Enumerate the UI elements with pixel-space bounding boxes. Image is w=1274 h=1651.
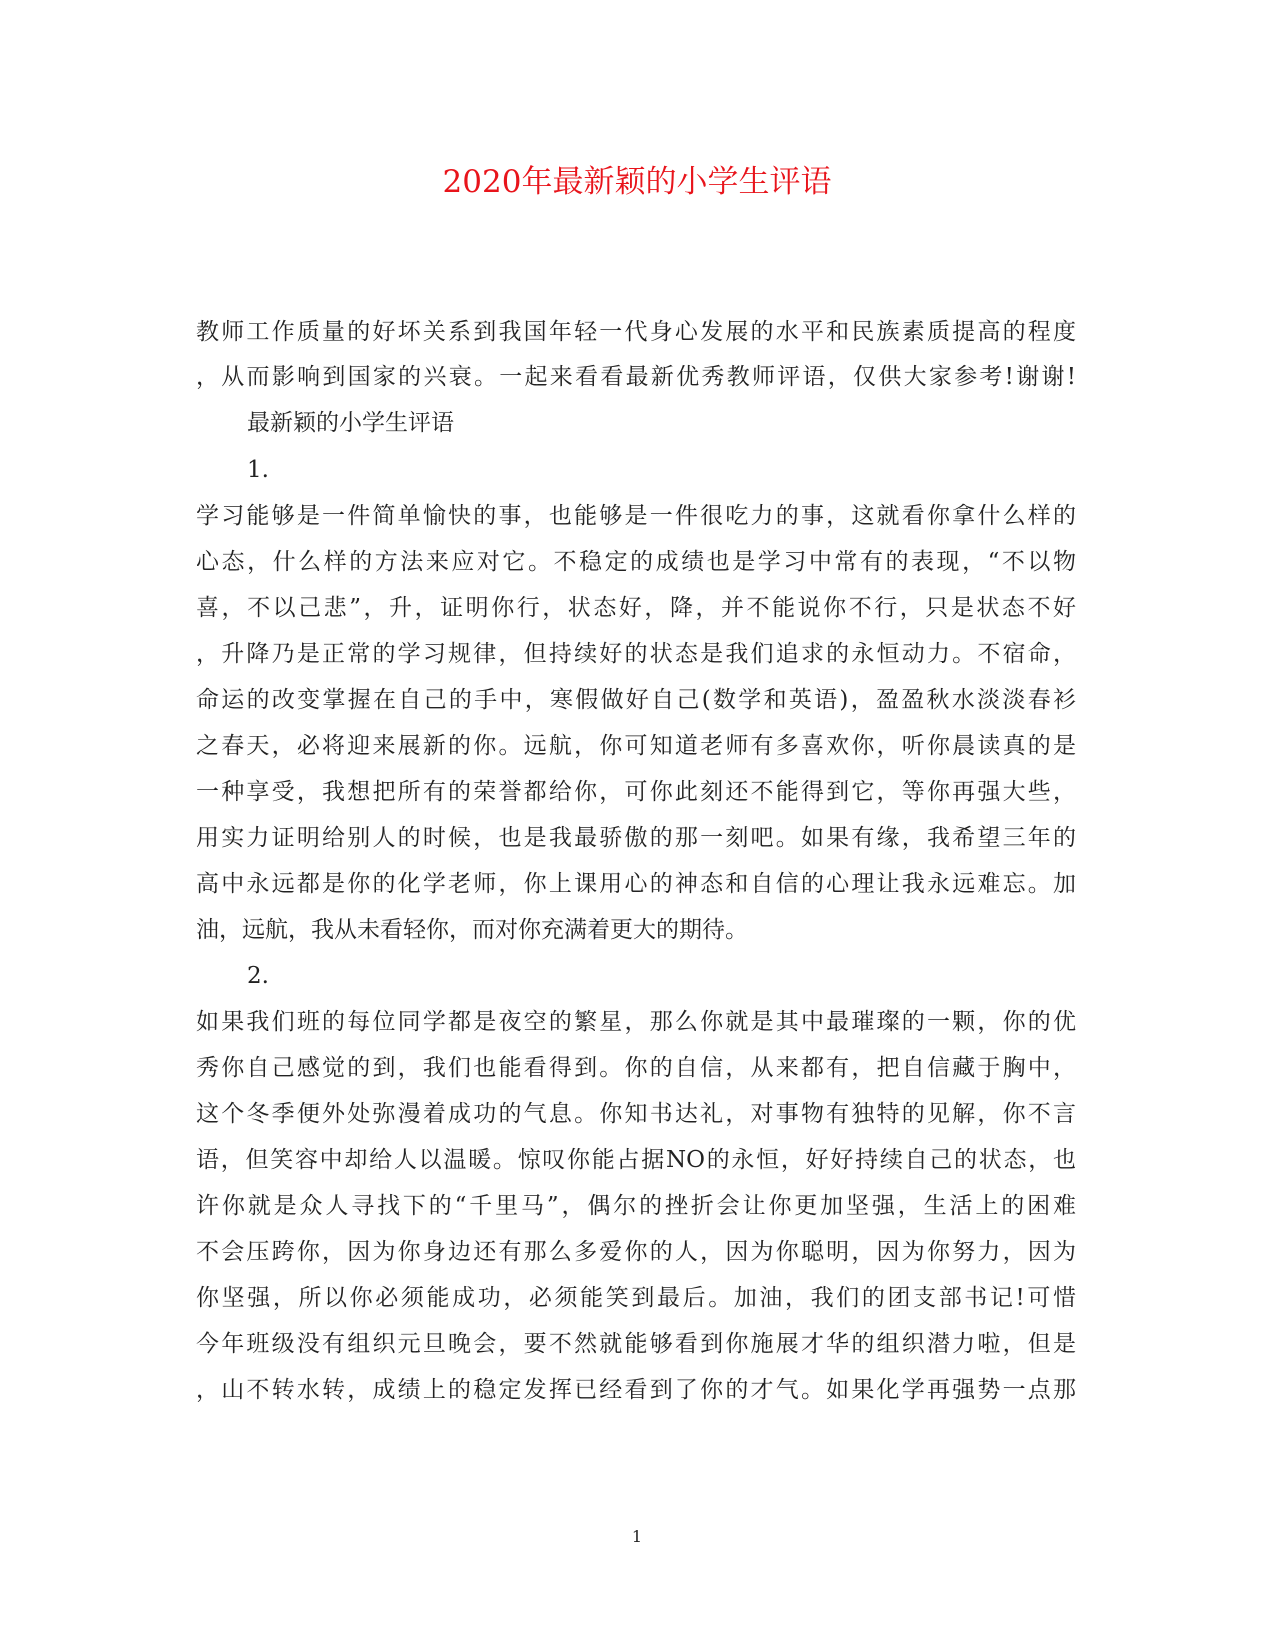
comment-1-line-4: ，升降乃是正常的学习规律，但持续好的状态是我们追求的永恒动力。不宿命，	[196, 641, 1076, 667]
comment-1-line-3: 喜，不以己悲”，升，证明你行，状态好，降，并不能说你不行，只是状态不好	[196, 595, 1076, 621]
comment-1-line-10: 油，远航，我从未看轻你，而对你充满着更大的期待。	[196, 917, 748, 943]
comment-2-line-8: 今年班级没有组织元旦晚会，要不然就能够看到你施展才华的组织潜力啦，但是	[196, 1331, 1076, 1357]
comment-1-line-5: 命运的改变掌握在自己的手中，寒假做好自己(数学和英语)，盈盈秋水淡淡春衫	[196, 687, 1076, 713]
section-heading: 最新颖的小学生评语	[247, 410, 454, 436]
comment-2-line-7: 你坚强，所以你必须能成功，必须能笑到最后。加油，我们的团支部书记!可惜	[196, 1285, 1076, 1311]
comment-2-line-4: 语，但笑容中却给人以温暖。惊叹你能占据NO的永恒，好好持续自己的状态，也	[196, 1147, 1076, 1173]
comment-2-line-2: 秀你自己感觉的到，我们也能看得到。你的自信，从来都有，把自信藏于胸中，	[196, 1055, 1076, 1081]
comment-1-line-1: 学习能够是一件简单愉快的事，也能够是一件很吃力的事，这就看你拿什么样的	[196, 503, 1076, 529]
comment-2-line-3: 这个冬季便外处弥漫着成功的气息。你知书达礼，对事物有独特的见解，你不言	[196, 1101, 1076, 1127]
comment-1-line-7: 一种享受，我想把所有的荣誉都给你，可你此刻还不能得到它，等你再强大些，	[196, 779, 1076, 805]
comment-2-line-5: 许你就是众人寻找下的“千里马”，偶尔的挫折会让你更加坚强，生活上的困难	[196, 1193, 1076, 1219]
comment-2-line-9: ，山不转水转，成绩上的稳定发挥已经看到了你的才气。如果化学再强势一点那	[196, 1377, 1076, 1403]
comment-2-line-1: 如果我们班的每位同学都是夜空的繁星，那么你就是其中最璀璨的一颗，你的优	[196, 1009, 1076, 1035]
item-number-2: 2.	[247, 963, 269, 989]
item-number-1: 1.	[247, 457, 269, 483]
document-title: 2020年最新颖的小学生评语	[442, 164, 832, 200]
intro-line-1: 教师工作质量的好坏关系到我国年轻一代身心发展的水平和民族素质提高的程度	[196, 319, 1076, 345]
comment-1-line-8: 用实力证明给别人的时候，也是我最骄傲的那一刻吧。如果有缘，我希望三年的	[196, 825, 1076, 851]
comment-1-line-2: 心态，什么样的方法来应对它。不稳定的成绩也是学习中常有的表现，“不以物	[196, 549, 1076, 575]
comment-1-line-9: 高中永远都是你的化学老师，你上课用心的神态和自信的心理让我永远难忘。加	[196, 871, 1076, 897]
comment-2-line-6: 不会压跨你，因为你身边还有那么多爱你的人，因为你聪明，因为你努力，因为	[196, 1239, 1076, 1265]
page-number: 1	[631, 1527, 643, 1546]
comment-1-line-6: 之春天，必将迎来展新的你。远航，你可知道老师有多喜欢你，听你晨读真的是	[196, 733, 1076, 759]
intro-line-2: ，从而影响到国家的兴衰。一起来看看最新优秀教师评语，仅供大家参考!谢谢!	[196, 364, 1076, 390]
